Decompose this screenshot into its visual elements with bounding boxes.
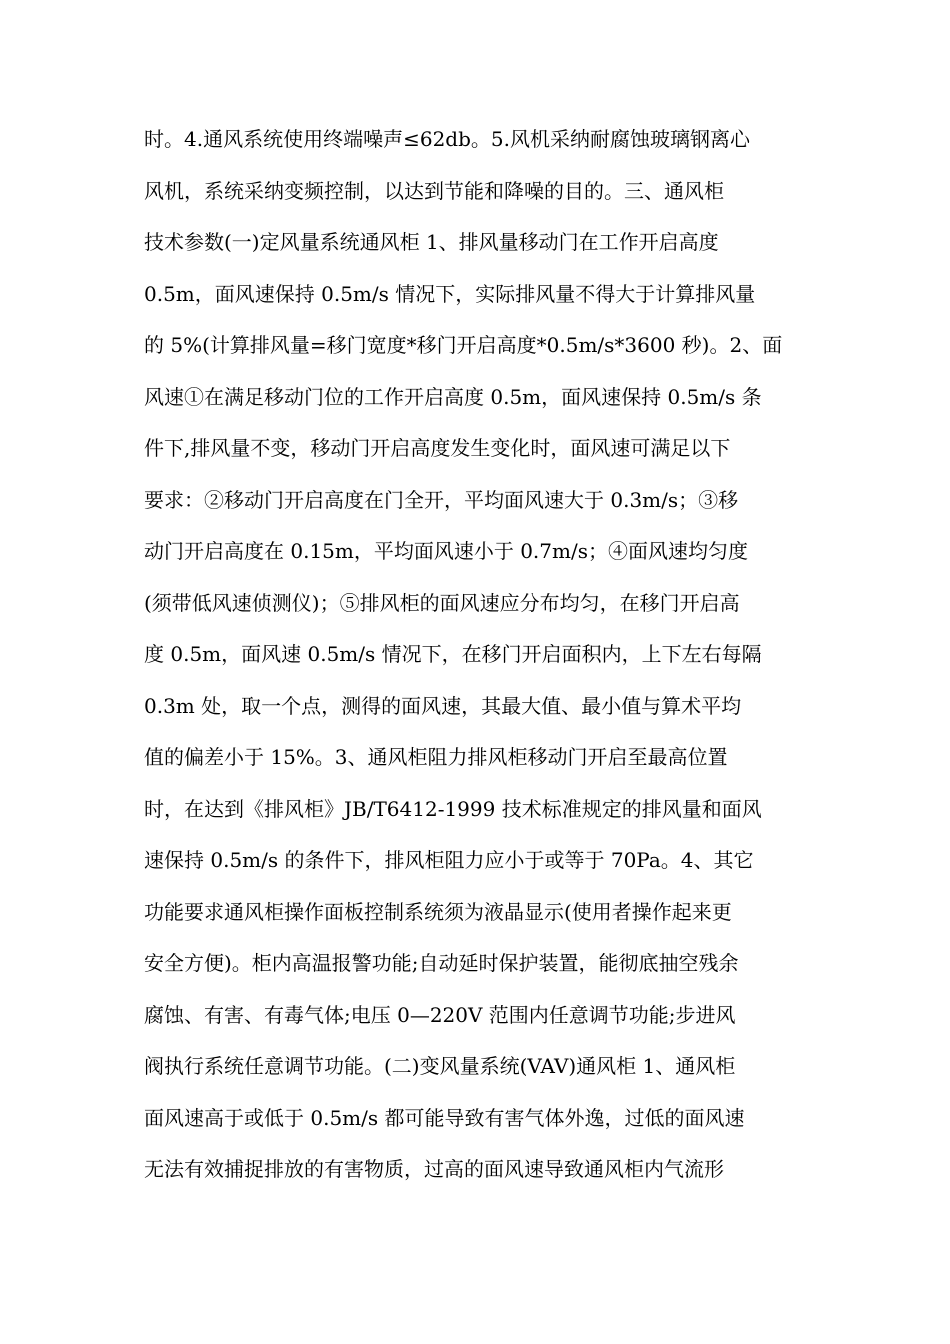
- text-line: 面风速高于或低于 0.5m/s 都可能导致有害气体外逸，过低的面风速: [144, 1105, 745, 1130]
- text-line: 时。4.通风系统使用终端噪声≤62db。5.风机采纳耐腐蚀玻璃钢离心: [144, 127, 750, 151]
- text-line: 功能要求通风柜操作面板控制系统须为液晶显示(使用者操作起来更: [144, 899, 732, 924]
- text-line: 风速①在满足移动门位的工作开启高度 0.5m，面风速保持 0.5m/s 条: [144, 384, 762, 409]
- text-line: 动门开启高度在 0.15m，平均面风速小于 0.7m/s；④面风速均匀度: [144, 539, 748, 563]
- text-line: 的 5%(计算排风量=移门宽度*移门开启高度*0.5m/s*3600 秒)。2、面: [144, 333, 783, 357]
- text-line: 时，在达到《排风柜》JB/T6412-1999 技术标准规定的排风量和面风: [144, 796, 762, 821]
- text-line: 无法有效捕捉排放的有害物质，过高的面风速导致通风柜内气流形: [144, 1157, 724, 1181]
- text-line: 0.5m，面风速保持 0.5m/s 情况下，实际排风量不得大于计算排风量: [144, 281, 756, 306]
- text-line: 速保持 0.5m/s 的条件下，排风柜阻力应小于或等于 70Pa。4、其它: [144, 848, 754, 872]
- text-line: 值的偏差小于 15%。3、通风柜阻力排风柜移动门开启至最高位置: [144, 745, 728, 769]
- body-text: [144, 114, 824, 1196]
- text-line: 要求：②移动门开启高度在门全开，平均面风速大于 0.3m/s；③移: [144, 487, 739, 512]
- text-line: 0.3m 处，取一个点，测得的面风速，其最大值、最小值与算术平均: [144, 693, 742, 718]
- text-line: 度 0.5m，面风速 0.5m/s 情况下，在移门开启面积内，上下左右每隔: [144, 642, 762, 666]
- text-line: (须带低风速侦测仪)；⑤排风柜的面风速应分布均匀，在移门开启高: [144, 590, 740, 615]
- text-line: 件下,排风量不变，移动门开启高度发生变化时，面风速可满足以下: [144, 436, 731, 460]
- text-line: 风机，系统采纳变频控制，以达到节能和降噪的目的。三、通风柜: [144, 178, 724, 203]
- text-line: 阀执行系统任意调节功能。(二)变风量系统(VAV)通风柜 1、通风柜: [144, 1054, 736, 1078]
- text-line: 安全方便)。柜内高温报警功能;自动延时保护装置，能彻底抽空残余: [144, 951, 739, 975]
- text-line: 腐蚀、有害、有毒气体;电压 0—220V 范围内任意调节功能;步进风: [144, 1002, 736, 1027]
- text-line: 技术参数(一)定风量系统通风柜 1、排风量移动门在工作开启高度: [144, 230, 719, 254]
